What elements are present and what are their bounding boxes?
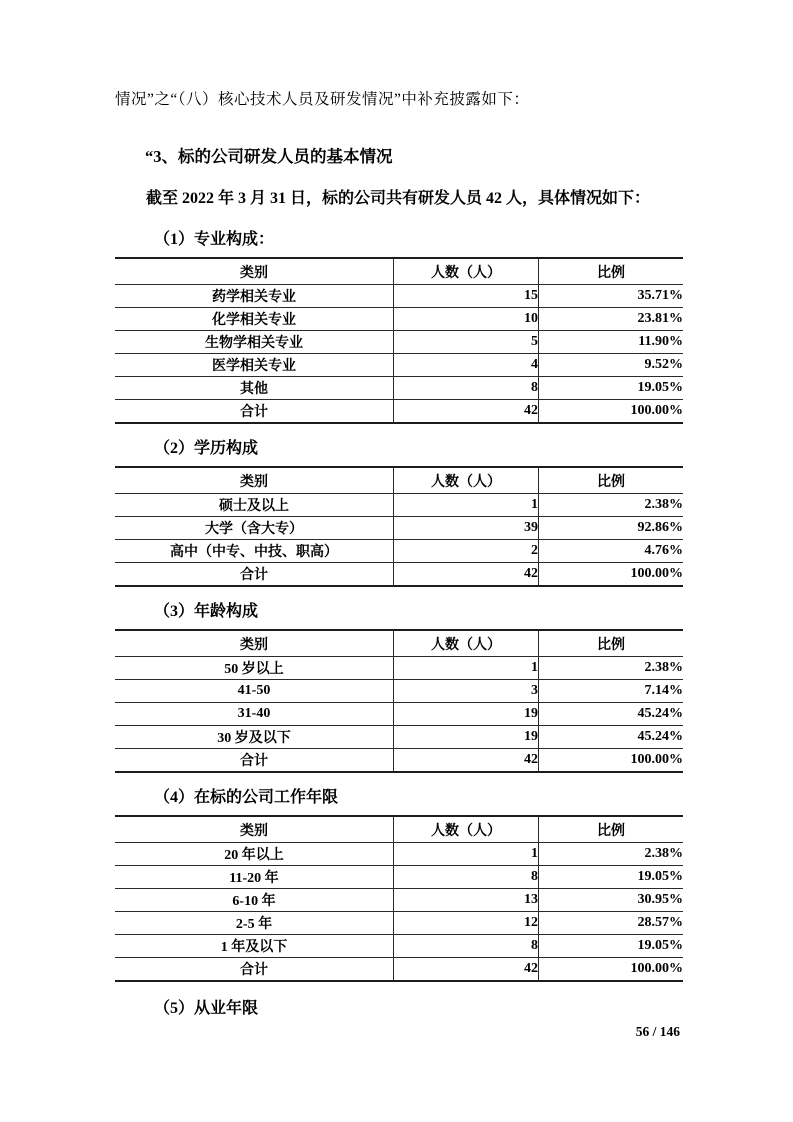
table-cell: 100.00% [539, 749, 684, 773]
table-row [115, 912, 683, 935]
table-cell: 45.24% [539, 726, 684, 749]
table-cell: 39 [394, 517, 539, 540]
table-cell: 92.86% [539, 517, 684, 540]
table-cell: 9.52% [539, 354, 684, 377]
table-cell: 2.38% [539, 494, 684, 517]
column-header: 类别 [240, 265, 268, 281]
table-row [115, 285, 683, 308]
table-row [115, 377, 683, 400]
table-cell: 30 岁及以下 [217, 731, 291, 746]
table-cell: 硕士及以上 [219, 499, 289, 514]
table-cell: 合计 [240, 568, 268, 583]
table-cell: 11.90% [539, 331, 684, 354]
table-cell: 3 [394, 680, 539, 703]
table-education-composition [115, 466, 683, 587]
table-cell: 11-20 年 [229, 871, 279, 886]
table-cell: 42 [394, 958, 539, 982]
table-cell: 15 [394, 285, 539, 308]
table-cell: 化学相关专业 [212, 313, 296, 328]
table-row [115, 494, 683, 517]
table-cell: 19.05% [539, 866, 684, 889]
table-cell: 医学相关专业 [212, 359, 296, 374]
table-age-composition [115, 629, 683, 773]
table-row [115, 866, 683, 889]
table-cell: 50 岁以上 [224, 662, 284, 677]
table-cell: 大学（含大专） [205, 522, 303, 537]
column-header: 比例 [539, 258, 684, 285]
table-cell: 生物学相关专业 [205, 336, 303, 351]
table-cell: 12 [394, 912, 539, 935]
table-cell: 2 [394, 540, 539, 563]
table-row [115, 400, 683, 424]
table-row [115, 540, 683, 563]
table-header-row [115, 816, 683, 843]
table-cell: 8 [394, 377, 539, 400]
subsection-title-2: （2）学历构成 [154, 440, 259, 457]
table-row [115, 563, 683, 587]
table-cell: 100.00% [539, 400, 684, 424]
table-cell: 药学相关专业 [212, 290, 296, 305]
column-header: 比例 [539, 816, 684, 843]
table-cell: 1 [394, 494, 539, 517]
column-header: 人数（人） [394, 467, 539, 494]
page-number: 56 / 146 [635, 1024, 680, 1039]
table-cell: 2.38% [539, 657, 684, 680]
table-cell: 1 年及以下 [220, 940, 288, 955]
table-cell: 1 [394, 843, 539, 866]
table-row [115, 958, 683, 982]
table-tenure-composition [115, 815, 683, 982]
table-cell: 30.95% [539, 889, 684, 912]
table-row [115, 726, 683, 749]
table-cell: 7.14% [539, 680, 684, 703]
table-major-composition [115, 257, 683, 424]
table-cell: 合计 [240, 405, 268, 420]
intro-paragraph: 情况”之“（八）核心技术人员及研发情况”中补充披露如下： [115, 91, 530, 108]
table-cell: 19.05% [539, 377, 684, 400]
table-cell: 高中（中专、中技、职高） [170, 545, 338, 560]
table-cell: 19.05% [539, 935, 684, 958]
table-row [115, 657, 683, 680]
table-cell: 合计 [240, 963, 268, 978]
table-row [115, 331, 683, 354]
table-header-row [115, 630, 683, 657]
table-cell: 5 [394, 331, 539, 354]
column-header: 人数（人） [394, 816, 539, 843]
table-cell: 6-10 年 [232, 894, 276, 909]
table-row [115, 354, 683, 377]
table-cell: 45.24% [539, 703, 684, 726]
table-row [115, 308, 683, 331]
table-row [115, 517, 683, 540]
table-cell: 10 [394, 308, 539, 331]
table-cell: 28.57% [539, 912, 684, 935]
table-cell: 100.00% [539, 958, 684, 982]
table-row [115, 889, 683, 912]
column-header: 比例 [539, 467, 684, 494]
table-row [115, 935, 683, 958]
subsection-title-1: （1）专业构成： [154, 231, 275, 248]
table-cell: 1 [394, 657, 539, 680]
table-row [115, 703, 683, 726]
table-cell: 42 [394, 400, 539, 424]
column-header: 类别 [240, 637, 268, 653]
table-row [115, 749, 683, 773]
table-cell: 35.71% [539, 285, 684, 308]
table-cell: 42 [394, 563, 539, 587]
table-cell: 合计 [240, 754, 268, 769]
table-row [115, 843, 683, 866]
column-header: 人数（人） [394, 630, 539, 657]
column-header: 类别 [240, 474, 268, 490]
section-heading: “3、标的公司研发人员的基本情况 [145, 147, 393, 166]
subsection-title-5: （5）从业年限 [154, 1000, 259, 1017]
table-cell: 4.76% [539, 540, 684, 563]
table-cell: 100.00% [539, 563, 684, 587]
table-cell: 8 [394, 866, 539, 889]
subsection-title-3: （3）年龄构成 [154, 603, 259, 620]
table-cell: 23.81% [539, 308, 684, 331]
body-paragraph: 截至 2022 年 3 月 31 日，标的公司共有研发人员 42 人，具体情况如下： [146, 190, 651, 207]
table-cell: 4 [394, 354, 539, 377]
subsection-title-4: （4）在标的公司工作年限 [154, 789, 339, 806]
column-header: 比例 [539, 630, 684, 657]
table-cell: 42 [394, 749, 539, 773]
table-cell: 20 年以上 [224, 848, 284, 863]
column-header: 类别 [240, 823, 268, 839]
table-header-row [115, 467, 683, 494]
table-header-row [115, 258, 683, 285]
table-cell: 2-5 年 [235, 917, 273, 932]
table-cell: 41-50 [237, 683, 271, 698]
table-cell: 31-40 [237, 706, 271, 721]
table-cell: 13 [394, 889, 539, 912]
column-header: 人数（人） [394, 258, 539, 285]
table-row [115, 680, 683, 703]
table-cell: 19 [394, 703, 539, 726]
table-cell: 8 [394, 935, 539, 958]
table-cell: 2.38% [539, 843, 684, 866]
table-cell: 19 [394, 726, 539, 749]
page-content [115, 88, 681, 1020]
table-cell: 其他 [240, 382, 268, 397]
